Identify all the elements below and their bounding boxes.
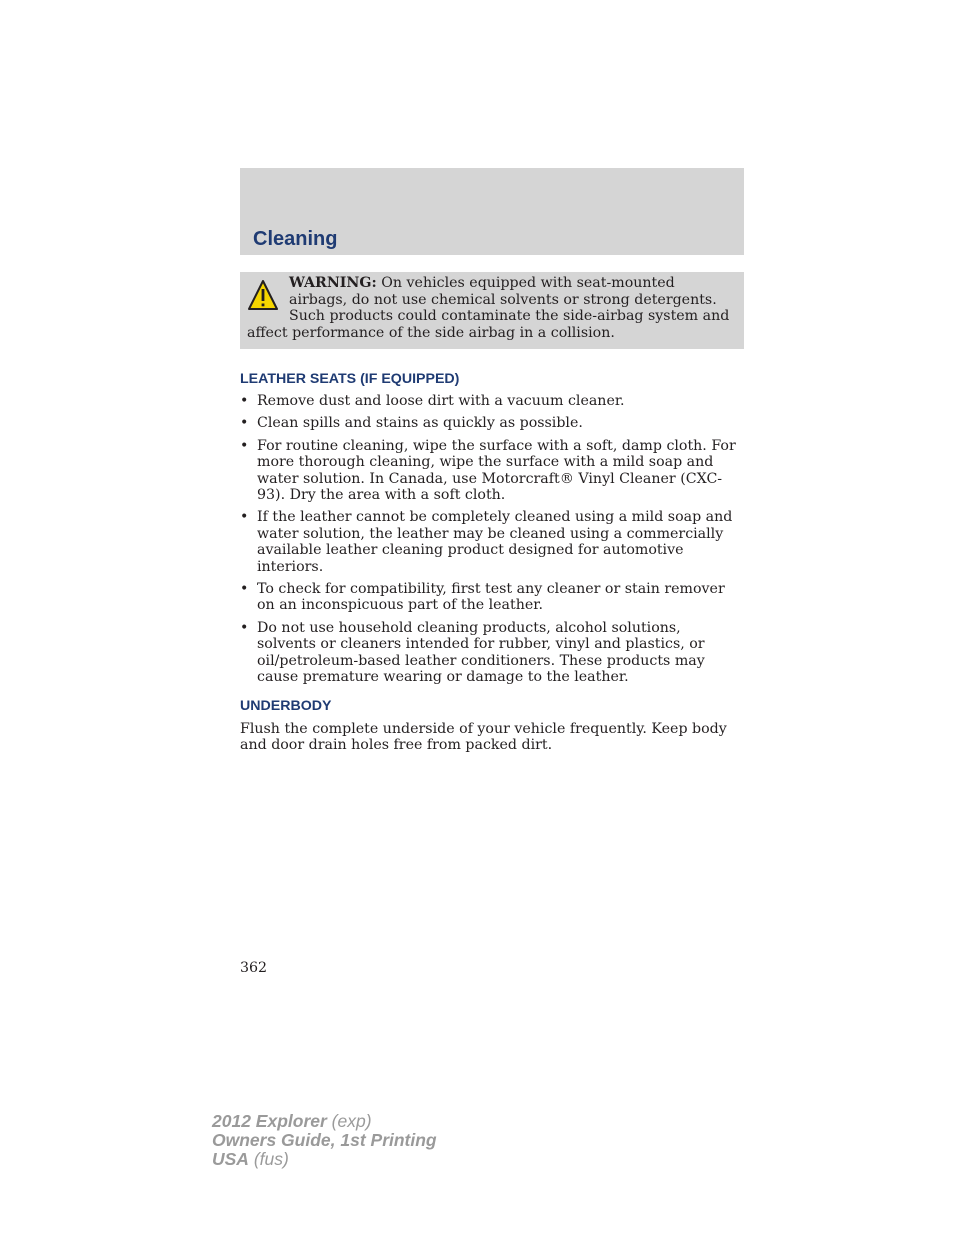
bullet-mark: • [240, 437, 249, 454]
list-item [240, 509, 744, 575]
list-item [240, 393, 744, 409]
bullet-mark: • [240, 581, 249, 598]
section-header-band [240, 168, 744, 255]
underbody-paragraph: Flush the complete underside of your vehicle frequently. Keep body and door drain holes free from packed dirt. [240, 720, 727, 753]
footer-model-code: (exp) [326, 1111, 372, 1131]
footer-line-guide [212, 1131, 437, 1150]
bullet-mark: • [240, 619, 249, 636]
main-content [240, 370, 744, 753]
footer-market-code: (fus) [248, 1149, 289, 1169]
document-footer [212, 1112, 437, 1169]
list-item [240, 581, 744, 614]
footer-model: 2012 Explorer [212, 1111, 327, 1131]
list-item [240, 415, 744, 431]
list-item-text: Remove dust and loose dirt with a vacuum cleaner. [257, 393, 625, 409]
page-title: Cleaning [253, 228, 338, 250]
bullet-mark: • [240, 393, 249, 409]
warning-triangle-icon [247, 279, 279, 312]
list-item-text: Do not use household cleaning products, alcohol solutions, solvents or cleaners intended for rubber, vinyl and plastics, or oil/petroleum-based leather conditioners. These products may cause premature wearing or damage to the leather. [257, 619, 705, 686]
warning-text: On vehicles equipped with seat-mounted airbags, do not use chemical solvents or strong detergents. Such products could contaminate the side-airbag system and affect performance of the side airbag in a collision. [247, 275, 730, 341]
footer-market: USA [212, 1149, 249, 1169]
list-item-text: To check for compatibility, first test any cleaner or stain remover on an inconspicuous part of the leather. [257, 581, 725, 614]
warning-box [240, 272, 744, 349]
bullet-mark: • [240, 415, 249, 432]
list-item [240, 620, 744, 686]
footer-line-market [212, 1150, 437, 1169]
leather-seats-heading: LEATHER SEATS (IF EQUIPPED) [240, 371, 460, 387]
list-item-text: Clean spills and stains as quickly as possible. [257, 415, 583, 432]
footer-line-model [212, 1112, 437, 1131]
list-item [240, 438, 744, 504]
page-number: 362 [240, 960, 268, 976]
leather-care-list [240, 393, 744, 686]
underbody-heading: UNDERBODY [240, 697, 332, 714]
footer-guide: Owners Guide, 1st Printing [212, 1130, 437, 1150]
list-item-text: For routine cleaning, wipe the surface with a soft, damp cloth. For more thorough cleaning, wipe the surface with a mild soap and water solution. In Canada, use Motorcraft® Vinyl Cleaner (CXC-93). Dry the area with a soft cloth. [257, 437, 736, 504]
bullet-mark: • [240, 509, 249, 526]
warning-label: WARNING: [289, 275, 377, 291]
list-item-text: If the leather cannot be completely cleaned using a mild soap and water solution, the leather may be cleaned using a commercially available leather cleaning product designed for automotive interiors. [257, 509, 733, 575]
